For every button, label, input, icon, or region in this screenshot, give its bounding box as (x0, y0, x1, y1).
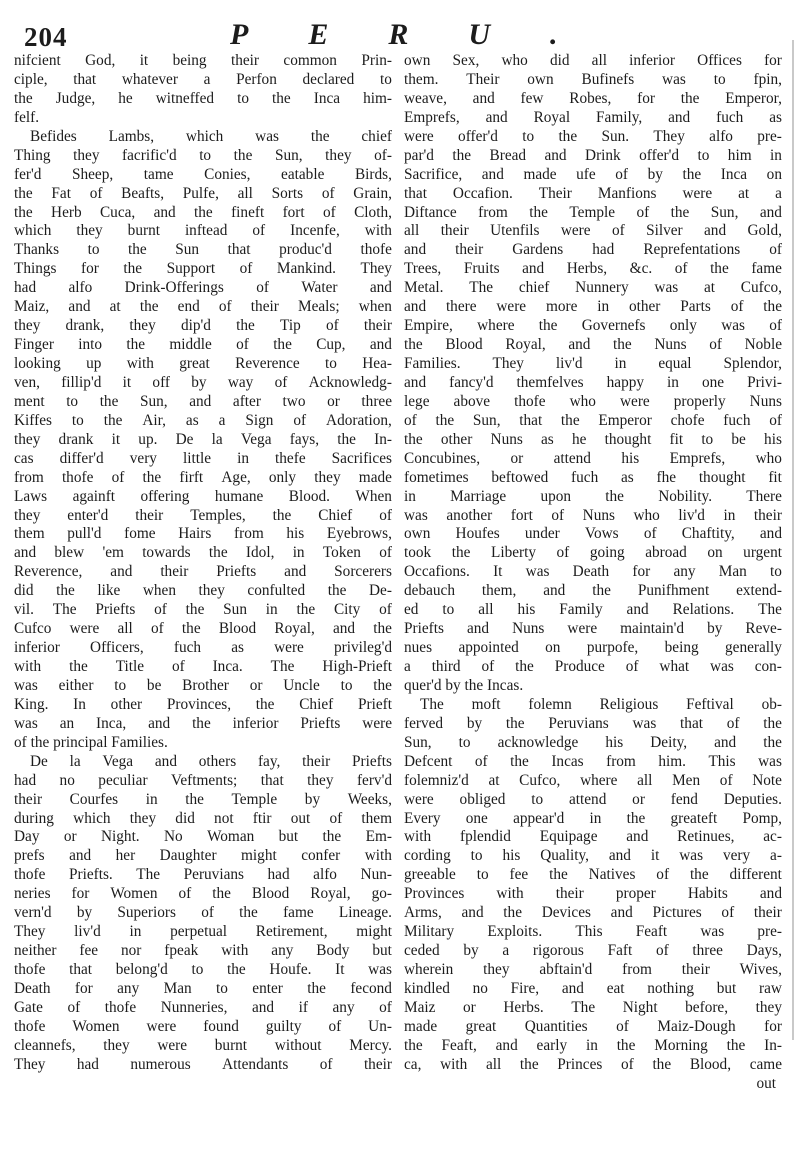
text-line: were obliged to attend or fend Deputies. (404, 790, 782, 808)
text-line: Arms, and the Devices and Pictures of their (404, 904, 782, 922)
text-line: Kiffes to the Air, as a Sign of Adoration, (14, 411, 392, 429)
text-line: ceded by a rigorous Faft of three Days, (404, 942, 782, 960)
text-line: them. Their own Bufinefs was to fpin, (404, 70, 782, 88)
text-line: nifcient God, it being their common Prin- (14, 52, 392, 69)
text-line: Things for the Support of Mankind. They (14, 260, 392, 278)
text-line: Priefts and Nuns were maintain'd by Reve- (404, 620, 782, 638)
left-column (14, 52, 392, 1075)
text-line: which they burnt inftead of Incenfe, with (14, 222, 392, 240)
text-line: was another fort of Nuns who liv'd in their (404, 506, 782, 524)
text-line: They had numerous Attendants of their (14, 1055, 392, 1073)
text-line: vern'd by Superiors of the fame Lineage. (14, 904, 392, 922)
text-line: with fplendid Equipage and Retinues, ac- (404, 828, 782, 846)
text-line: and blew 'em towards the Idol, in Token of (14, 544, 392, 562)
text-line: Military Exploits. This Feaft was pre- (404, 923, 782, 941)
text-line: the Blood Royal, and the Nuns of Noble (404, 336, 782, 354)
text-line: they drank it up. De la Vega fays, the In- (14, 430, 392, 448)
text-line: wherein they abftain'd from their Wives, (404, 961, 782, 978)
text-line: in Marriage upon the Nobility. There (404, 487, 782, 505)
text-line: they drank, they dip'd the Tip of their (14, 317, 392, 335)
text-line: Emprefs, and Royal Family, and fuch as (404, 108, 782, 126)
text-line: King. In other Provinces, the Chief Prieft (14, 695, 392, 713)
text-line: thofe Women were found guilty of Un- (14, 1017, 392, 1035)
text-line: neries for Women of the Blood Royal, go- (14, 885, 392, 903)
text-line: debauch them, and the Punifhment extend- (404, 582, 782, 600)
text-line: Day or Night. No Woman but the Em- (14, 828, 392, 846)
text-line: Cufco were all of the Blood Royal, and the (14, 620, 392, 638)
text-line: and their Gardens had Reprefentations of (404, 241, 782, 259)
text-line: prefs and her Daughter might confer with (14, 847, 392, 865)
text-line: was either to be Brother or Uncle to the (14, 676, 392, 694)
text-line: looking up with great Reverence to Hea- (14, 355, 392, 372)
text-line: cleannefs, they were burnt without Mercy. (14, 1036, 392, 1054)
text-line: Maiz, and at the end of their Meals; when (14, 298, 392, 316)
text-line: Sacrifice, and made ufe of by the Inca on (404, 165, 782, 183)
text-line: Trees, Fruits and Herbs, &c. of the fame (404, 260, 782, 278)
text-line: Empire, where the Governefs only was of (404, 317, 782, 335)
text-line: that Occafion. Their Manfions were at a (404, 184, 782, 202)
text-line: nues appointed on purpofe, being generally (404, 639, 782, 657)
text-line: Thanks to the Sun that produc'd thofe (14, 241, 392, 259)
text-line: Gate of thofe Nunneries, and if any of (14, 998, 392, 1016)
text-line: Provinces with their proper Habits and (404, 885, 782, 903)
text-line: ment to the Sun, and after two or three (14, 392, 392, 410)
text-line: thofe Priefts. The Peruvians had alfo Nun- (14, 866, 392, 884)
text-line: the Feaft, and early in the Morning the In- (404, 1036, 782, 1054)
text-line: of the Sun, that the Emperor chofe fuch of (404, 411, 782, 429)
text-line: and there were more in other Parts of the (404, 298, 782, 316)
text-line: out (756, 1074, 776, 1092)
text-line: Befides Lambs, which was the chief (30, 127, 392, 145)
text-line: own Sex, who did all inferior Offices for (404, 52, 782, 69)
text-line: they enter'd their Temples, the Chief of (14, 506, 392, 524)
text-line: lege above thofe who were properly Nuns (404, 392, 782, 410)
text-line: quer'd by the Incas. (404, 676, 524, 694)
text-line: fer'd Sheep, tame Conies, eatable Birds, (14, 165, 392, 183)
page-edge-shadow (792, 40, 794, 1040)
text-line: were offer'd to the Sun. They alfo pre- (404, 127, 782, 145)
text-line: They liv'd in perpetual Retirement, might (14, 923, 392, 941)
text-line: Diftance from the Temple of the Sun, and (404, 203, 782, 221)
text-line: Finger into the middle of the Cup, and (14, 336, 392, 354)
page-number: 204 (24, 22, 68, 52)
text-line: neither fee nor fpeak with any Body but (14, 942, 392, 960)
right-column (404, 52, 782, 1094)
text-line: was an Inca, and the inferior Priefts were (14, 714, 392, 732)
text-line: greeable to fee the Natives of the different (404, 866, 782, 884)
text-line: the other Nuns as he thought fit to be his (404, 430, 782, 448)
text-line: felf. (14, 108, 40, 126)
text-line: ven, fillip'd it off by way of Acknowledg- (14, 373, 392, 391)
text-line: had alfo Drink-Offerings of Water and (14, 279, 392, 297)
text-line: their Courfes in the Temple by Weeks, (14, 790, 392, 808)
text-line: from thofe of the firft Age, only they made (14, 468, 392, 486)
text-line: Thing they facrific'd to the Sun, they of- (14, 146, 392, 164)
text-line: Defcent of the Incas from him. This was (404, 752, 782, 770)
text-line: Reverence, and their Priefts and Sorcerers (14, 563, 392, 581)
text-line: cas differ'd very little in thefe Sacrifices (14, 449, 392, 467)
text-line: Laws againft offering humane Blood. When (14, 487, 392, 505)
text-line: ferved by the Peruvians was that of the (404, 714, 782, 732)
text-line: them pull'd fome Hairs from his Eyebrows, (14, 525, 392, 543)
text-line: took the Liberty of going abroad on urgent (404, 544, 782, 562)
text-line: ca, with all the Princes of the Blood, came (404, 1055, 782, 1073)
text-line: made great Quantities of Maiz-Dough for (404, 1017, 782, 1035)
text-line: of the principal Families. (14, 733, 168, 751)
text-line: vil. The Priefts of the Sun in the City of (14, 601, 392, 619)
text-line: during which they did not ftir out of them (14, 809, 392, 827)
text-line: Every one appear'd in the greateft Pomp, (404, 809, 782, 827)
text-line: Death for any Man to enter the fecond (14, 979, 392, 997)
running-head: PERU. (230, 18, 618, 51)
text-line: Concubines, or attend his Emprefs, who (404, 449, 782, 467)
text-line: Maiz or Herbs. The Night before, they (404, 998, 782, 1016)
text-line: fometimes beftowed fuch as fhe thought fit (404, 468, 782, 486)
text-line: with the Title of Inca. The High-Prieft (14, 658, 392, 675)
text-line: Families. They liv'd in equal Splendor, (404, 355, 782, 372)
text-line: had no peculiar Veftments; that they ferv'd (14, 771, 392, 789)
text-line: did the like when they confulted the De- (14, 582, 392, 600)
text-line: cording to his Quality, and it was very a- (404, 847, 782, 865)
text-line: Metal. The chief Nunnery was at Cufco, (404, 279, 782, 297)
text-line: par'd the Bread and Drink offer'd to him in (404, 146, 782, 164)
text-line: De la Vega and others fay, their Priefts (30, 752, 392, 770)
text-line: Sun, to acknowledge his Deity, and the (404, 733, 782, 751)
text-line: kindled no Fire, and eat nothing but raw (404, 979, 782, 997)
text-line: Occafions. It was Death for any Man to (404, 563, 782, 581)
text-line: all their Utenfils were of Silver and Gold, (404, 222, 782, 240)
text-line: a third of the Produce of what was con- (404, 658, 782, 675)
text-line: weave, and few Robes, for the Emperor, (404, 89, 782, 107)
text-line: ed to all his Family and Relations. The (404, 601, 782, 619)
text-line: the Herb Cuca, and the fineft fort of Cloth, (14, 203, 392, 221)
text-line: own Houfes under Vows of Chaftity, and (404, 525, 782, 543)
text-line: and fancy'd themfelves happy in one Privi- (404, 373, 782, 391)
text-line: The moft folemn Religious Feftival ob- (420, 695, 782, 713)
text-line: folemniz'd at Cufco, where all Men of Note (404, 771, 782, 789)
text-line: thofe that belong'd to the Houfe. It was (14, 961, 392, 978)
text-line: the Fat of Beafts, Pulfe, all Sorts of Grain, (14, 184, 392, 202)
text-line: ciple, that whatever a Perfon declared to (14, 70, 392, 88)
text-line: the Judge, he witneffed to the Inca him- (14, 89, 392, 107)
text-line: inferior Officers, fuch as were privileg'd (14, 639, 392, 657)
